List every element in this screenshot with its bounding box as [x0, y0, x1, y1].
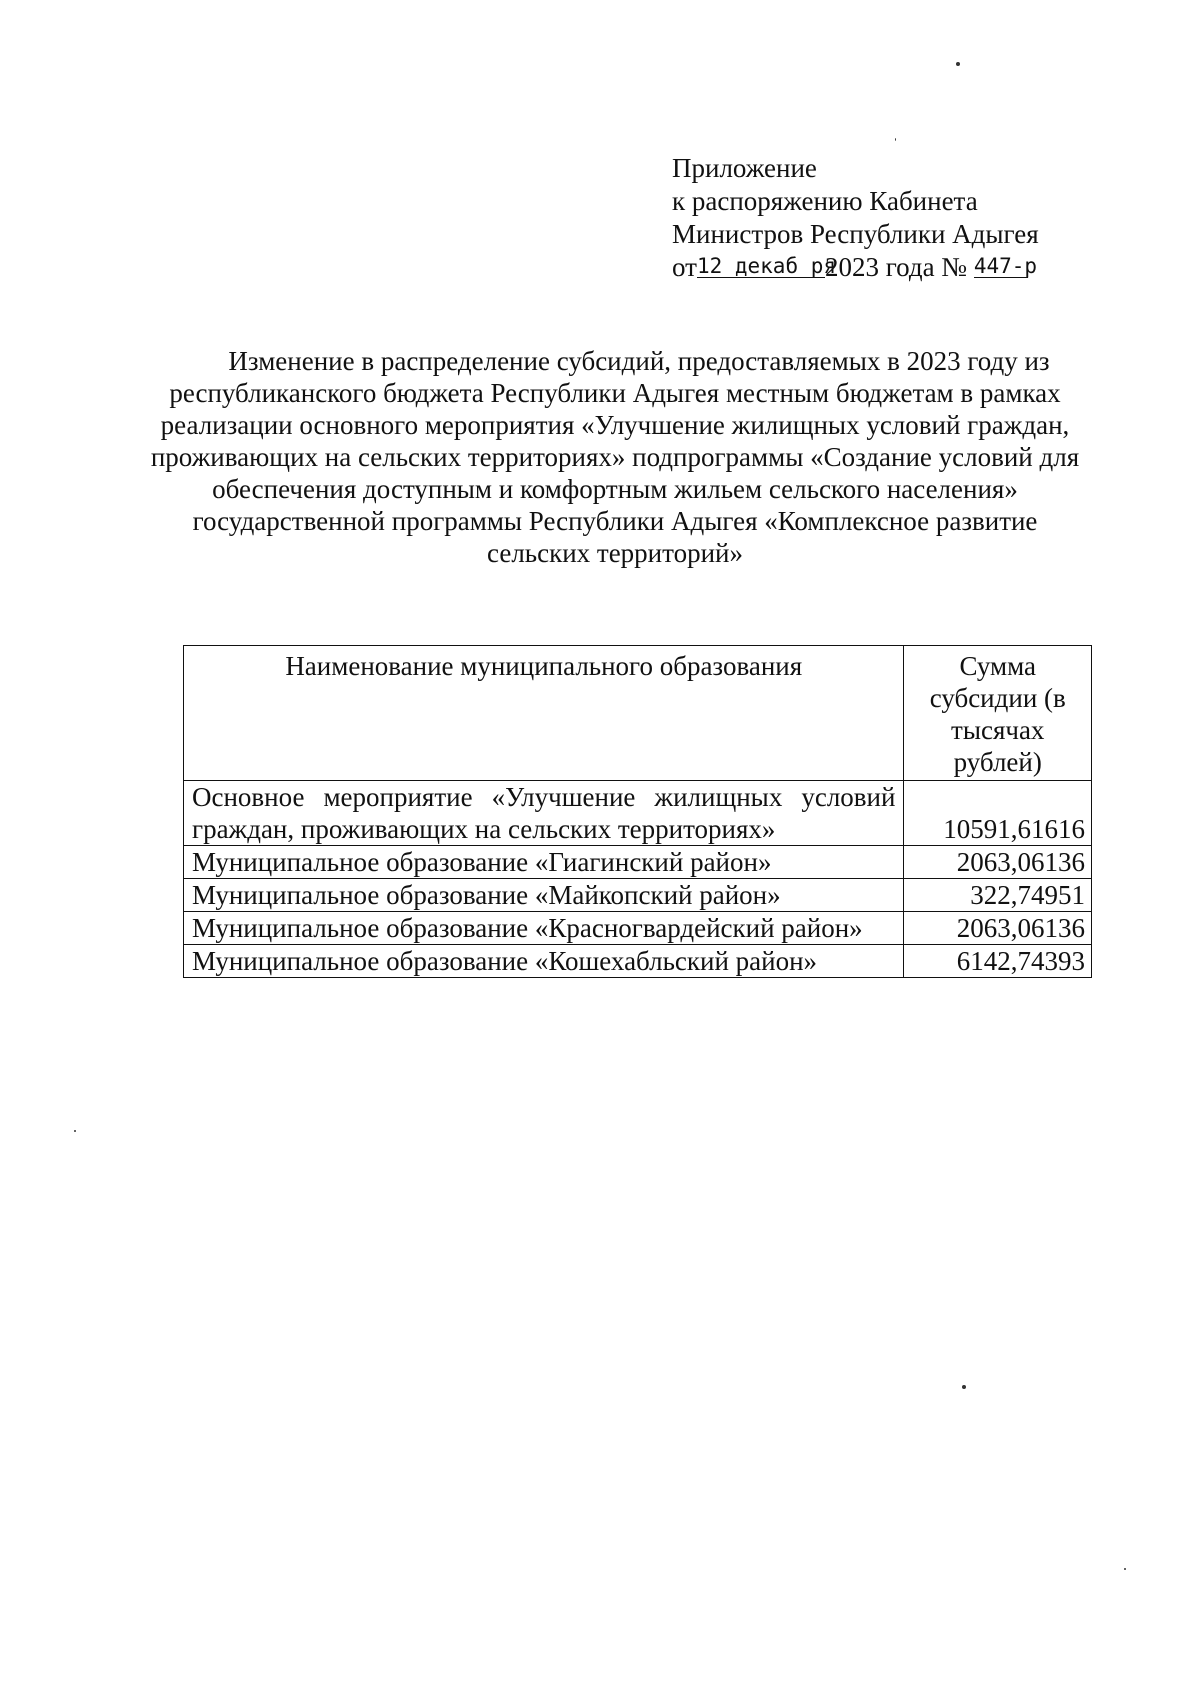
table-row [184, 912, 1092, 945]
row-name: Муниципальное образование «Кошехабльский район» [184, 945, 904, 978]
header-name: Наименование муниципального образования [184, 646, 904, 781]
title-text: Изменение в распределение субсидий, предоставляемых в 2023 году из республиканского бюджета Республики Адыгея местным бюджетам в рамках реализации основного мероприятия «Улучшение жилищных условий граждан, проживающих на сельских территориях» подпрограммы «Создание условий для обеспечения доступным и комфортным жильем сельского населения» государственной программы Республики Адыгея «Комплексное развитие сельских территорий» [150, 346, 1080, 568]
row-name: Муниципальное образование «Майкопский район» [184, 879, 904, 912]
scan-speck [1124, 1568, 1126, 1570]
table-header-row [184, 646, 1092, 781]
row-name: Муниципальное образование «Гиагинский район» [184, 846, 904, 879]
row-name: Муниципальное образование «Красногвардейский район» [184, 912, 904, 945]
row-name: Основное мероприятие «Улучшение жилищных условий граждан, проживающих на сельских территориях» [184, 781, 904, 846]
row-sum: 322,74951 [904, 879, 1092, 912]
date-value: 12 декаб ря [696, 254, 837, 278]
row-sum: 2063,06136 [904, 846, 1092, 879]
table-row [184, 945, 1092, 978]
date-prefix: от [672, 252, 697, 282]
subsidies-table [183, 645, 1092, 978]
row-sum: 10591,61616 [904, 781, 1092, 846]
date-suffix: 2023 года № [824, 252, 968, 282]
table-row [184, 846, 1092, 879]
row-sum: 2063,06136 [904, 912, 1092, 945]
table-row [184, 781, 1092, 846]
scan-speck [895, 138, 896, 141]
appendix-date-line [672, 251, 1039, 284]
order-number: 447-р [973, 254, 1038, 278]
scan-speck [74, 1130, 76, 1132]
document-title [150, 345, 1080, 569]
appendix-line: Приложение [672, 153, 817, 183]
header-sum: Сумма субсидии (в тысячах рублей) [904, 646, 1092, 781]
scan-speck [962, 1385, 966, 1389]
scan-speck [956, 62, 960, 66]
table-row [184, 879, 1092, 912]
appendix-line: Министров Республики Адыгея [672, 219, 1039, 249]
row-sum: 6142,74393 [904, 945, 1092, 978]
appendix-line: к распоряжению Кабинета [672, 186, 978, 216]
appendix-header [672, 152, 1039, 284]
